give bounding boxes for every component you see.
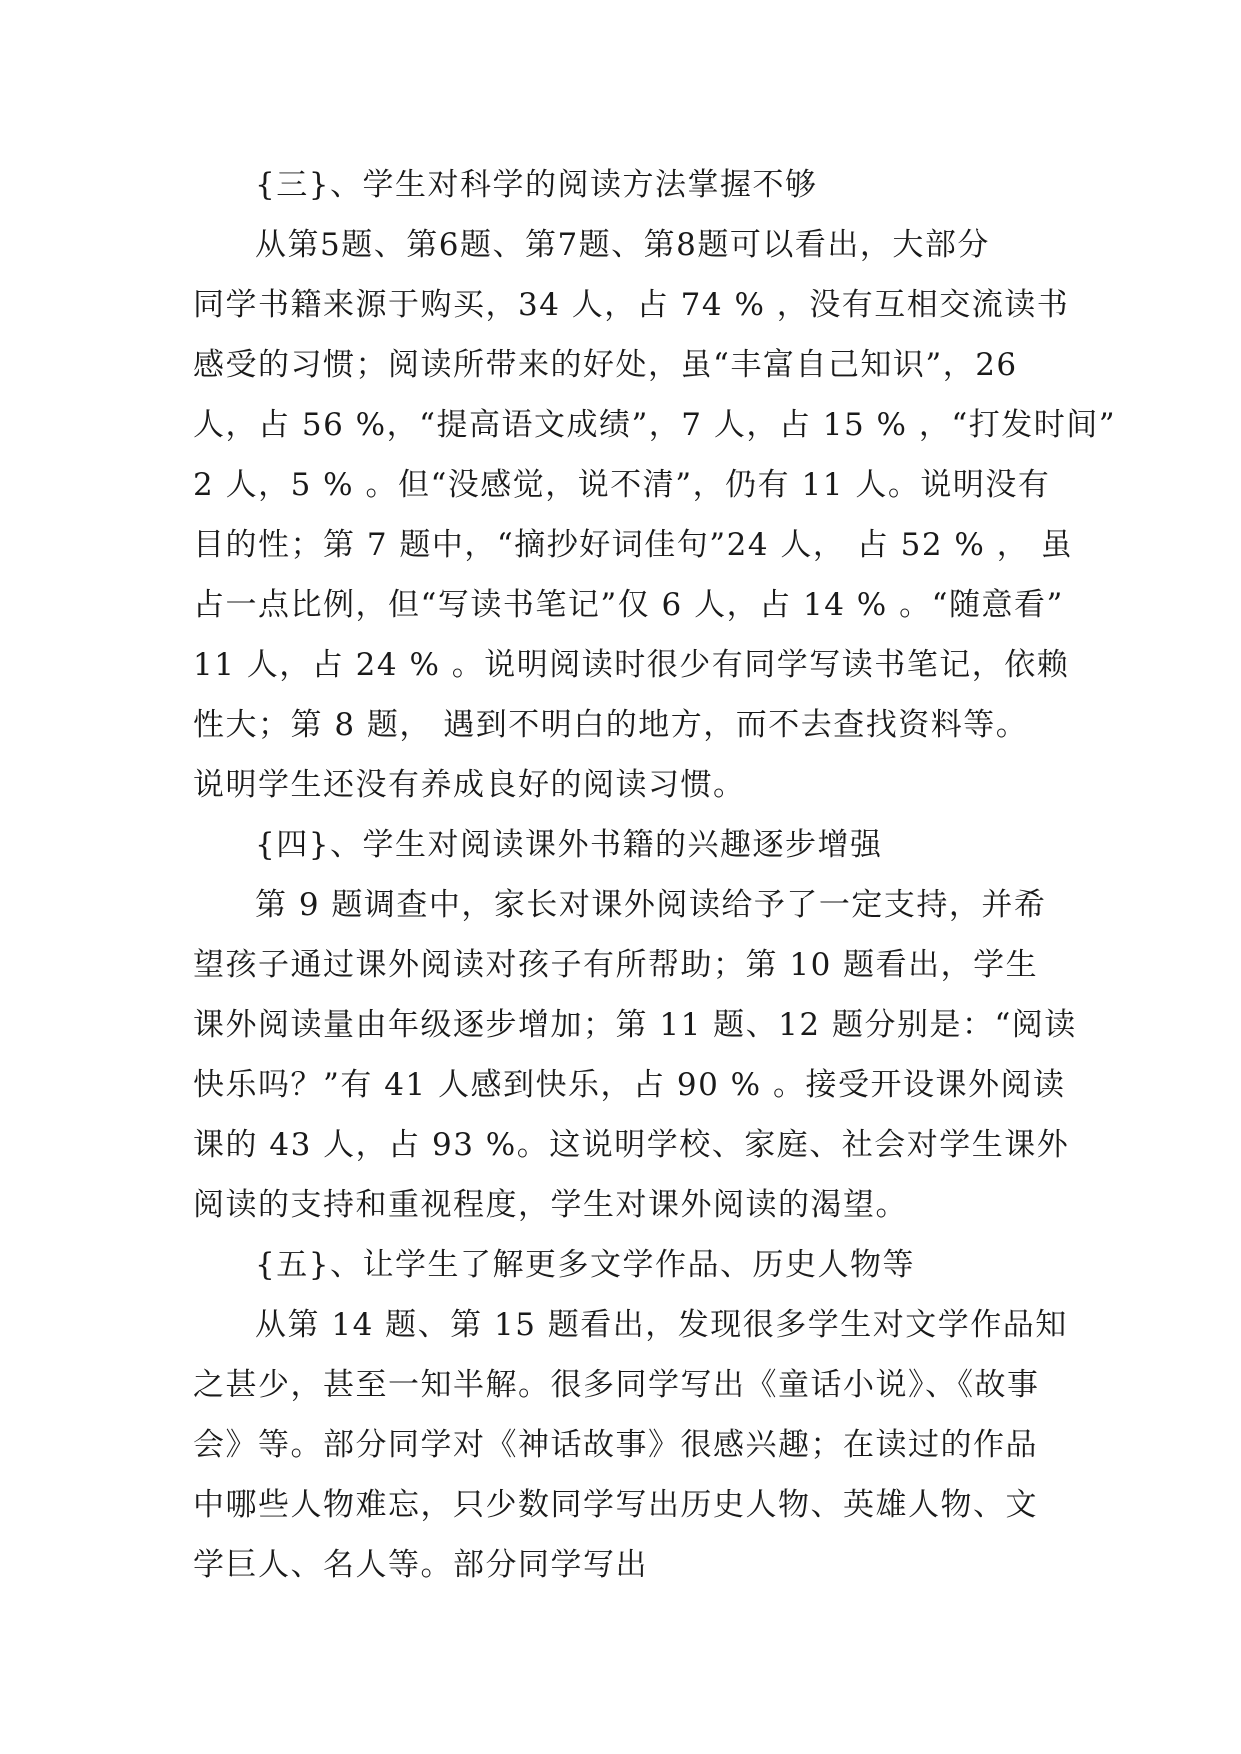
paragraph-line: 课的 43 人，占 93 %。这说明学校、家庭、社会对学生课外 [193,1127,1070,1163]
paragraph-line: 从第5题、第6题、第7题、第8题可以看出，大部分 [255,227,990,263]
paragraph-line: 目的性；第 7 题中，“摘抄好词佳句”24 人， 占 52 % ， 虽 [193,527,1074,563]
paragraph-line: 性大；第 8 题， 遇到不明白的地方，而不去查找资料等。 [193,707,1029,743]
paragraph-line: 从第 14 题、第 15 题看出，发现很多学生对文学作品知 [255,1307,1068,1343]
paragraph-line: 望孩子通过课外阅读对孩子有所帮助；第 10 题看出，学生 [193,947,1039,983]
paragraph-line: 阅读的支持和重视程度，学生对课外阅读的渴望。 [193,1187,908,1223]
document-body [193,155,1117,1595]
paragraph-line: 学巨人、名人等。部分同学写出 [193,1547,648,1583]
paragraph-line: 占一点比例，但“写读书笔记”仅 6 人，占 14 % 。“随意看” [193,587,1064,623]
paragraph-line: 会》等。部分同学对《神话故事》很感兴趣；在读过的作品 [193,1427,1038,1463]
paragraph-line: 之甚少，甚至一知半解。很多同学写出《童话小说》、《故事 [193,1367,1040,1403]
paragraph-line: 说明学生还没有养成良好的阅读习惯。 [193,767,746,803]
paragraph-line: 2 人，5 % 。但“没感觉，说不清”，仍有 11 人。说明没有 [193,467,1051,503]
section-heading: {四}、学生对阅读课外书籍的兴趣逐步增强 [255,827,883,863]
paragraph-line: 感受的习惯；阅读所带来的好处，虽“丰富自己知识”，26 [193,347,1018,383]
section-heading: {五}、让学生了解更多文学作品、历史人物等 [255,1247,915,1283]
paragraph-line: 人，占 56 %，“提高语文成绩”，7 人，占 15 % ，“打发时间” [193,407,1117,443]
paragraph-line: 课外阅读量由年级逐步增加；第 11 题、12 题分别是：“阅读 [193,1007,1077,1043]
paragraph-line: 第 9 题调查中，家长对课外阅读给予了一定支持，并希 [255,887,1047,923]
paragraph-line: 11 人，占 24 % 。说明阅读时很少有同学写读书笔记，依赖 [193,647,1070,683]
paragraph-line: 快乐吗？”有 41 人感到快乐，占 90 % 。接受开设课外阅读 [193,1067,1066,1103]
paragraph-line: 中哪些人物难忘，只少数同学写出历史人物、英雄人物、文 [193,1487,1038,1523]
paragraph-line: 同学书籍来源于购买，34 人，占 74 % ，没有互相交流读书 [193,287,1070,323]
section-heading: {三}、学生对科学的阅读方法掌握不够 [255,167,818,203]
